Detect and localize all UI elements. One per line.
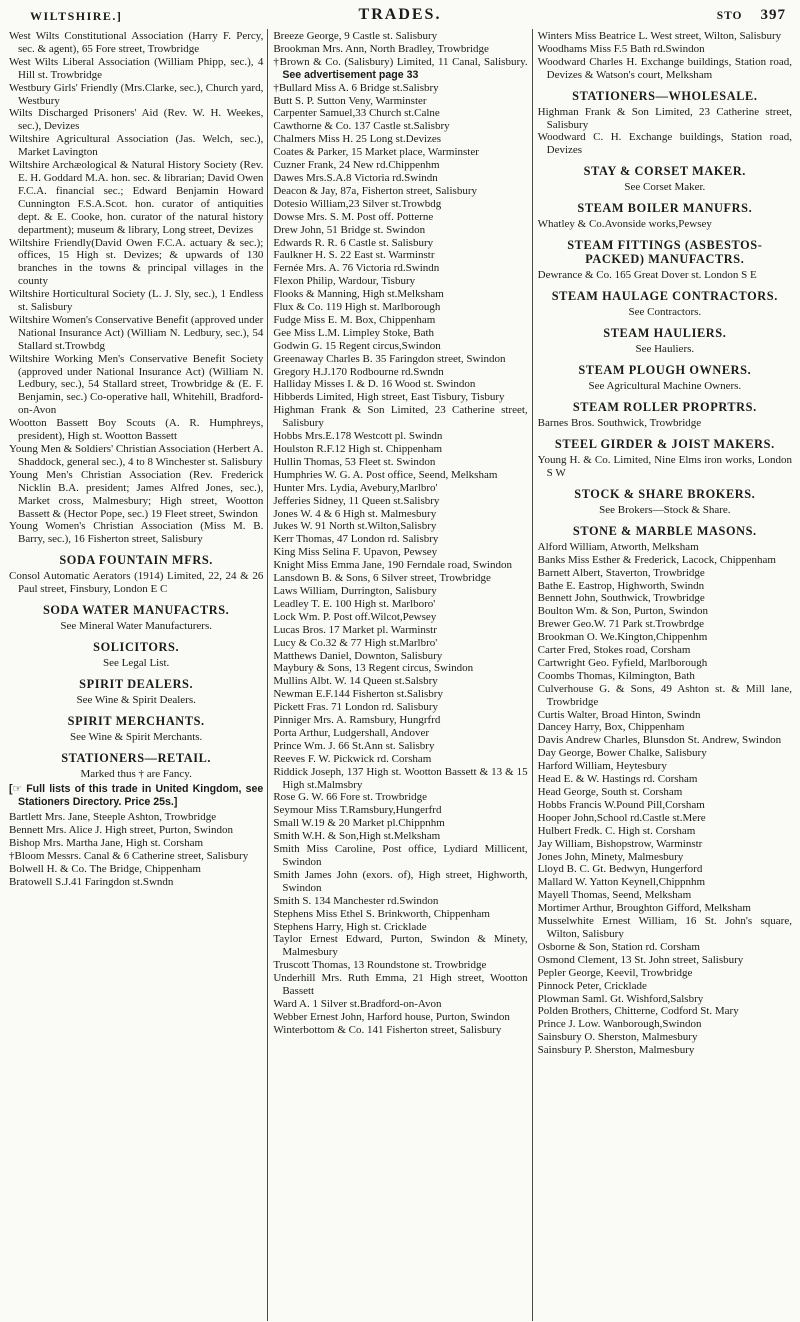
directory-entry: Plowman Saml. Gt. Wishford,Salsbry bbox=[537, 992, 704, 1005]
directory-entry: Davis Andrew Charles, Blunsdon St. Andrew, Swindon bbox=[537, 734, 782, 747]
directory-entry: Halliday Misses I. & D. 16 Wood st. Swindon bbox=[273, 378, 476, 391]
directory-entry: Dowse Mrs. S. M. Post off. Potterne bbox=[273, 210, 434, 223]
directory-entry: Head George, South st. Corsham bbox=[537, 786, 683, 798]
directory-entry: Cuzner Frank, 24 New rd.Chippenhm bbox=[273, 159, 440, 172]
directory-entry: Faulkner H. S. 22 East st. Warminstr bbox=[273, 249, 435, 262]
directory-entry: Westbury Girls' Friendly (Mrs.Clarke, sec.), Church yard, Westbury bbox=[9, 81, 264, 107]
directory-entry: Bennett Mrs. Alice J. High street, Purton, Swindon bbox=[9, 823, 233, 836]
cross-reference-note: See Corset Maker. bbox=[624, 181, 706, 194]
directory-entry: Humphries W. G. A. Post office, Seend, Melksham bbox=[273, 468, 498, 481]
directory-entry: King Miss Selina F. Upavon, Pewsey bbox=[273, 546, 438, 559]
directory-entry: Flexon Philip, Wardour, Tisbury bbox=[273, 275, 416, 288]
directory-entry: Lansdown B. & Sons, 6 Silver street, Trowbridge bbox=[273, 572, 491, 585]
directory-entry: Jukes W. 91 North st.Wilton,Salisbry bbox=[273, 520, 437, 533]
directory-entry: Butt S. P. Sutton Veny, Warminster bbox=[273, 94, 427, 107]
cross-reference-note: See Hauliers. bbox=[635, 343, 695, 356]
directory-entry: Jay William, Bishopstrow, Warminstr bbox=[537, 837, 703, 850]
directory-entry: Woodward Charles H. Exchange buildings, Station road, Devizes & Watson's court, Melksham bbox=[537, 55, 792, 81]
directory-entry: Coombs Thomas, Kilmington, Bath bbox=[537, 669, 695, 682]
directory-entry: Fudge Miss E. M. Box, Chippenham bbox=[273, 313, 436, 326]
directory-entry: Jefferies Sidney, 11 Queen st.Salisbry bbox=[273, 494, 440, 507]
page-number: 397 bbox=[760, 7, 786, 23]
directory-entry: Polden Brothers, Chitterne, Codford St. Mary bbox=[537, 1005, 739, 1018]
trade-section-heading: SPIRIT MERCHANTS. bbox=[67, 714, 205, 729]
directory-entry: Cartwright Geo. Fyfield, Marlborough bbox=[537, 656, 708, 669]
directory-entry: Hunter Mrs. Lydia, Avebury,Marlbro' bbox=[273, 481, 438, 494]
directory-entry: Highman Frank & Son Limited, 23 Catherine street, Salisbury bbox=[273, 404, 528, 430]
directory-entry: Reeves F. W. Pickwick rd. Corsham bbox=[273, 752, 432, 765]
directory-entry: Hobbs Mrs.E.178 Westcott pl. Swindn bbox=[273, 430, 443, 443]
directory-entry: Curtis Walter, Broad Hinton, Swindn bbox=[537, 708, 701, 721]
stationers-directory-advert-note: [☞ Full lists of this trade in United Kingdom, see Stationers Directory. Price 25s.] bbox=[9, 783, 264, 809]
directory-entry: Webber Ernest John, Harford house, Purton, Swindon bbox=[273, 1010, 510, 1023]
directory-entry: Mullins Albt. W. 14 Queen st.Salsbry bbox=[273, 675, 438, 688]
trade-section-heading: STEAM PLOUGH OWNERS. bbox=[578, 363, 752, 378]
cross-reference-note: See Agricultural Machine Owners. bbox=[588, 380, 742, 393]
trade-section-heading: SOLICITORS. bbox=[93, 640, 180, 655]
trade-section-heading: STEAM ROLLER PROPRTRS. bbox=[572, 400, 757, 415]
directory-entry: Woodhams Miss F.5 Bath rd.Swindon bbox=[537, 42, 705, 55]
trade-section-heading: STAY & CORSET MAKER. bbox=[583, 164, 746, 179]
directory-entry: Bennett John, Southwick, Trowbridge bbox=[537, 592, 705, 605]
fancy-mark-note: Marked thus † are Fancy. bbox=[80, 768, 192, 781]
directory-entry: Young Men's Christian Association (Rev. Frederick Nicklin B.A. president; James Alfred Jones, sec.), Market cross, Malmesbury; High street, Wootton Bassett & (Hector Pope, sec.) 19 Fleet street, Swindon bbox=[9, 468, 264, 520]
directory-entry: Osborne & Son, Station rd. Corsham bbox=[537, 940, 700, 953]
column-1 bbox=[4, 29, 267, 1321]
directory-entry: Stephens Miss Ethel S. Brinkworth, Chippenham bbox=[273, 907, 490, 920]
directory-entry: Pinniger Mrs. A. Ramsbury, Hungrfrd bbox=[273, 714, 441, 727]
directory-entry: Jones John, Minety, Malmesbury bbox=[537, 850, 684, 863]
trade-section-heading: STEAM FITTINGS (ASBESTOS-PACKED) MANUFACTRS. bbox=[567, 238, 763, 267]
directory-entry: Osmond Clement, 13 St. John street, Salisbury bbox=[537, 953, 744, 966]
directory-entry: Chalmers Miss H. 25 Long st.Devizes bbox=[273, 133, 442, 146]
trade-section-heading: STONE & MARBLE MASONS. bbox=[572, 523, 757, 538]
directory-entry: Lloyd B. C. Gt. Bedwyn, Hungerford bbox=[537, 863, 703, 876]
directory-entry: Edwards R. R. 6 Castle st. Salisbury bbox=[273, 236, 434, 249]
trade-section-heading: STOCK & SHARE BROKERS. bbox=[574, 486, 756, 501]
directory-entry: Carpenter Samuel,33 Church st.Calne bbox=[273, 107, 440, 120]
directory-entry: Dewrance & Co. 165 Great Dover st. London S E bbox=[537, 269, 757, 282]
directory-entry: Greenaway Charles B. 35 Faringdon street, Swindon bbox=[273, 352, 506, 365]
directory-entry: Young H. & Co. Limited, Nine Elms iron works, London S W bbox=[537, 453, 792, 479]
directory-entry: Seymour Miss T.Ramsbury,Hungerfrd bbox=[273, 804, 442, 817]
directory-entry: Dancey Harry, Box, Chippenham bbox=[537, 721, 685, 734]
directory-entry: Cawthorne & Co. 137 Castle st.Salisbry bbox=[273, 120, 450, 133]
directory-entry: Boulton Wm. & Son, Purton, Swindon bbox=[537, 605, 708, 618]
directory-entry: Barnett Albert, Staverton, Trowbridge bbox=[537, 566, 705, 579]
cross-reference-note: See Legal List. bbox=[103, 657, 170, 670]
directory-entry: Day George, Bower Chalke, Salisbury bbox=[537, 747, 707, 760]
page-header bbox=[4, 3, 796, 29]
directory-entry: Young Women's Christian Association (Miss M. B. Barry, sec.), 16 Fisherton street, Salisbury bbox=[9, 520, 264, 546]
directory-entry: Wiltshire Working Men's Conservative Benefit Society (approved under National Insurance Act) (William N. Ledbury, sec.), 54 Stallard street, Trowbridge & (E. F. Benjamin, sec.) Co-operative hall, Whitehill, Bradford-on-Avon bbox=[9, 352, 264, 417]
directory-entry: Smith W.H. & Son,High st.Melksham bbox=[273, 830, 441, 843]
directory-entry: Bratowell S.J.41 Faringdon st.Swndn bbox=[9, 875, 174, 888]
directory-entry: Flooks & Manning, High st.Melksham bbox=[273, 288, 444, 301]
directory-entry: Wiltshire Agricultural Association (Jas. Welch, sec.), Market Lavington bbox=[9, 133, 264, 159]
directory-entry: †Bloom Messrs. Canal & 6 Catherine street, Salisbury bbox=[9, 849, 249, 862]
directory-entry: Sainsbury O. Sherston, Malmesbury bbox=[537, 1031, 698, 1044]
directory-entry: Gregory H.J.170 Rodbourne rd.Swndn bbox=[273, 365, 444, 378]
directory-entry: Truscott Thomas, 13 Roundstone st. Trowbridge bbox=[273, 959, 487, 972]
directory-entry: Smith James John (exors. of), High street, Highworth, Swindon bbox=[273, 868, 528, 894]
directory-entry: Alford William, Atworth, Melksham bbox=[537, 540, 699, 553]
directory-entry: Breeze George, 9 Castle st. Salisbury bbox=[273, 30, 438, 42]
directory-entry: Bolwell H. & Co. The Bridge, Chippenham bbox=[9, 862, 201, 875]
directory-entry: Hobbs Francis W.Pound Pill,Corsham bbox=[537, 798, 705, 811]
directory-entry: Taylor Ernest Edward, Purton, Swindon & Minety, Malmesbury bbox=[273, 933, 528, 959]
directory-entry: Drew John, 51 Bridge st. Swindon bbox=[273, 223, 426, 236]
directory-entry: Lucy & Co.32 & 77 High st.Marlbro' bbox=[273, 636, 438, 649]
directory-entry: Riddick Joseph, 137 High st. Wootton Bassett & 13 & 15 High st.Malmsbry bbox=[273, 765, 528, 791]
directory-entry: Matthews Daniel, Downton, Salisbury bbox=[273, 649, 443, 662]
county-running-title: WILTSHIRE.] bbox=[30, 9, 123, 23]
directory-entry: Laws William, Durrington, Salisbury bbox=[273, 584, 437, 597]
trade-section-heading: STEEL GIRDER & JOIST MAKERS. bbox=[554, 436, 775, 451]
directory-entry: Wilts Discharged Prisoners' Aid (Rev. W. H. Weekes, sec.), Devizes bbox=[9, 107, 264, 133]
directory-entry: Dawes Mrs.S.A.8 Victoria rd.Swindn bbox=[273, 171, 438, 184]
trade-section-heading: SODA FOUNTAIN MFRS. bbox=[59, 553, 213, 568]
cross-reference-note: See Wine & Spirit Merchants. bbox=[70, 731, 203, 744]
directory-entry: Pepler George, Keevil, Trowbridge bbox=[537, 966, 693, 979]
directory-entry: Wiltshire Horticultural Society (L. J. Sly, sec.), 1 Endless st. Salisbury bbox=[9, 288, 264, 314]
directory-entry: Woodward C. H. Exchange buildings, Station road, Devizes bbox=[537, 131, 792, 157]
directory-entry: †Bullard Miss A. 6 Bridge st.Salisbry bbox=[273, 81, 439, 94]
directory-entry: Smith Miss Caroline, Post office, Lydiard Millicent, Swindon bbox=[273, 843, 528, 868]
directory-entry: Mallard W. Yatton Keynell,Chippnhm bbox=[537, 876, 706, 889]
directory-entry: Knight Miss Emma Jane, 190 Ferndale road, Swindon bbox=[273, 559, 512, 572]
trade-section-heading: STEAM HAULAGE CONTRACTORS. bbox=[551, 289, 778, 304]
cross-reference-note: See Contractors. bbox=[628, 306, 702, 319]
directory-entry: Godwin G. 15 Regent circus,Swindon bbox=[273, 339, 441, 352]
directory-entry: Wiltshire Archæological & Natural History Society (Rev. E. H. Goddard M.A. hon. sec. & librarian; David Owen F.C.A. financial sec.; Edward Benjamin Howard Cunnington F.S.A.Scot. hon. curator of antiquities dept. & E. Cooke, hon. curator of the natural history department); museum & library, Long street, Devizes bbox=[9, 159, 264, 236]
directory-entry: Lucas Bros. 17 Market pl. Warminstr bbox=[273, 623, 437, 636]
directory-entry: Musselwhite Ernest William, 16 St. John's square, Wilton, Salisbury bbox=[537, 915, 792, 940]
page-number-group bbox=[717, 7, 786, 24]
directory-entry: Wiltshire Friendly(David Owen F.C.A. actuary & sec.); offices, 15 High st. Devizes; & upwards of 130 branches in the towns & principal villages in the county bbox=[9, 236, 264, 288]
directory-entry: West Wilts Constitutional Association (Harry F. Percy, sec. & agent), 65 Fore street, Trowbridge bbox=[9, 30, 264, 55]
directory-entry: Jones W. 4 & 6 High st. Malmesbury bbox=[273, 507, 437, 520]
cross-reference-note: See Brokers—Stock & Share. bbox=[599, 503, 731, 516]
trade-section-heading: STEAM HAULIERS. bbox=[603, 326, 727, 341]
directory-entry: Maybury & Sons, 13 Regent circus, Swindon bbox=[273, 662, 474, 675]
directory-entry: Whatley & Co.Avonside works,Pewsey bbox=[537, 218, 712, 231]
directory-entry: Brewer Geo.W. 71 Park st.Trowbrdge bbox=[537, 618, 704, 631]
directory-entry: Leadley T. E. 100 High st. Marlboro' bbox=[273, 597, 436, 610]
directory-entry: Prince Wm. J. 66 St.Ann st. Salisbry bbox=[273, 739, 435, 752]
directory-entry: Lock Wm. P. Post off.Wilcot,Pewsey bbox=[273, 610, 437, 623]
directory-entry: Carter Fred, Stokes road, Corsham bbox=[537, 644, 691, 657]
directory-entry: Underhill Mrs. Ruth Emma, 21 High street, Wootton Bassett bbox=[273, 972, 528, 998]
directory-entry: Dotesio William,23 Silver st.Trowbdg bbox=[273, 197, 442, 210]
directory-entry: Smith S. 134 Manchester rd.Swindon bbox=[273, 894, 439, 907]
three-column-text-area bbox=[4, 29, 796, 1321]
directory-entry: Porta Arthur, Ludgershall, Andover bbox=[273, 726, 429, 739]
advertisement-reference-bold: See advertisement page 33 bbox=[282, 68, 419, 81]
catchword: STO bbox=[716, 10, 743, 22]
directory-entry: Winterbottom & Co. 141 Fisherton street, Salisbury bbox=[273, 1023, 502, 1036]
directory-entry: Highman Frank & Son Limited, 23 Catherine street, Salisbury bbox=[537, 105, 792, 131]
directory-entry: Wootton Bassett Boy Scouts (A. R. Humphreys, president), High st. Wootton Bassett bbox=[9, 417, 264, 443]
directory-entry: Young Men & Soldiers' Christian Association (Herbert A. Shaddock, general sec.), 4 to 8 Winchester st. Salisbury bbox=[9, 443, 264, 468]
column-2 bbox=[267, 29, 531, 1321]
section-running-title: TRADES. bbox=[358, 6, 442, 23]
directory-entry: Prince J. Low. Wanborough,Swindon bbox=[537, 1018, 702, 1031]
directory-entry: Gee Miss L.M. Limpley Stoke, Bath bbox=[273, 326, 435, 339]
directory-entry: Mortimer Arthur, Broughton Gifford, Melksham bbox=[537, 902, 751, 915]
directory-entry: Hulbert Fredk. C. High st. Corsham bbox=[537, 824, 696, 837]
directory-entry: Bathe E. Eastrop, Highworth, Swindn bbox=[537, 579, 705, 592]
directory-entry: Deacon & Jay, 87a, Fisherton street, Salisbury bbox=[273, 184, 477, 197]
trade-section-heading: SPIRIT DEALERS. bbox=[79, 677, 194, 692]
directory-entry: Wiltshire Women's Conservative Benefit (approved under National Insurance Act) (William N. Ledbury, sec.), 54 Stallard st.Trowbdg bbox=[9, 313, 264, 352]
directory-entry: †Brown & Co. (Salisbury) Limited, 11 Canal, Salisbury. See advertisement page 33 bbox=[273, 55, 528, 81]
directory-entry: Stephens Harry, High st. Cricklade bbox=[273, 920, 427, 933]
directory-entry: Hullin Thomas, 53 Fleet st. Swindon bbox=[273, 455, 436, 468]
directory-entry: Harford William, Heytesbury bbox=[537, 760, 667, 773]
directory-entry: Flux & Co. 119 High st. Marlborough bbox=[273, 301, 441, 314]
trade-section-heading: STEAM BOILER MANUFRS. bbox=[577, 201, 753, 216]
directory-entry: Small W.19 & 20 Market pl.Chippnhm bbox=[273, 817, 445, 830]
directory-entry: Consol Automatic Aerators (1914) Limited, 22, 24 & 26 Paul street, Finsbury, London E C bbox=[9, 570, 264, 596]
column-3 bbox=[532, 29, 796, 1321]
directory-entry: Newman E.F.144 Fisherton st.Salisbry bbox=[273, 688, 443, 701]
directory-entry: Mayell Thomas, Seend, Melksham bbox=[537, 889, 692, 902]
directory-entry: Houlston R.F.12 High st. Chippenham bbox=[273, 443, 443, 455]
directory-entry: Barnes Bros. Southwick, Trowbridge bbox=[537, 417, 702, 430]
directory-entry: Kerr Thomas, 47 London rd. Salisbry bbox=[273, 533, 439, 546]
cross-reference-note: See Mineral Water Manufacturers. bbox=[60, 620, 212, 633]
directory-entry: Hooper John,School rd.Castle st.Mere bbox=[537, 811, 706, 824]
directory-entry: West Wilts Liberal Association (William Phipp, sec.), 4 Hill st. Trowbridge bbox=[9, 55, 264, 81]
directory-entry: Pickett Fras. 71 London rd. Salisbury bbox=[273, 701, 439, 714]
directory-entry: Ward A. 1 Silver st.Bradford-on-Avon bbox=[273, 997, 442, 1010]
directory-entry: Banks Miss Esther & Frederick, Lacock, Chippenham bbox=[537, 553, 776, 566]
directory-entry: Brookman O. We.Kington,Chippenhm bbox=[537, 631, 708, 644]
directory-entry: Brookman Mrs. Ann, North Bradley, Trowbridge bbox=[273, 42, 489, 55]
directory-entry: Culverhouse G. & Sons, 49 Ashton st. & Mill lane, Trowbridge bbox=[537, 682, 792, 708]
directory-entry: Bartlett Mrs. Jane, Steeple Ashton, Trowbridge bbox=[9, 811, 217, 824]
directory-entry: Rose G. W. 66 Fore st. Trowbridge bbox=[273, 791, 428, 804]
trade-section-heading: STATIONERS—RETAIL. bbox=[61, 751, 212, 766]
directory-entry: Head E. & W. Hastings rd. Corsham bbox=[537, 773, 698, 786]
directory-entry: Fernée Mrs. A. 76 Victoria rd.Swindn bbox=[273, 262, 440, 275]
trade-section-heading: STATIONERS—WHOLESALE. bbox=[572, 88, 758, 103]
directory-entry: Winters Miss Beatrice L. West street, Wilton, Salisbury bbox=[537, 30, 782, 42]
trade-section-heading: SODA WATER MANUFACTRS. bbox=[42, 603, 230, 618]
directory-entry: Hibberds Limited, High street, East Tisbury, Tisbury bbox=[273, 391, 505, 404]
directory-entry: Bishop Mrs. Martha Jane, High st. Corsham bbox=[9, 836, 204, 849]
directory-entry: Pinnock Peter, Cricklade bbox=[537, 979, 647, 992]
directory-entry: Sainsbury P. Sherston, Malmesbury bbox=[537, 1044, 695, 1057]
cross-reference-note: See Wine & Spirit Dealers. bbox=[76, 694, 196, 707]
directory-entry: Coates & Parker, 15 Market place, Warminster bbox=[273, 146, 479, 159]
